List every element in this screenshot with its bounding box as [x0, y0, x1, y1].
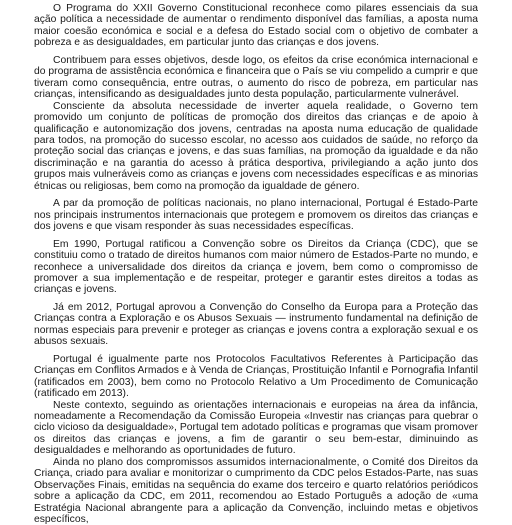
paragraph-government-program: O Programa do XXII Governo Constitucional reconhece como pilares essenciais da sua ação política a necessidade de aumentar o rendimento disponível das famílias, a aposta numa maior coesão económica e social e a defesa do Estado social com o objetivo de combater a pobreza e as desigualdades, em particular junto das crianças e dos jovens. — [34, 3, 478, 49]
paragraph-council-of-europe: Já em 2012, Portugal aprovou a Convenção do Conselho da Europa para a Proteção das Crianças contra a Exploração e os Abusos Sexuais — instrumento fundamental na definição de normas especiais para prevenir e proteger as crianças e jovens contra a exploração sexual e os abusos sexuais. — [34, 301, 478, 348]
paragraph-optional-protocols: Portugal é igualmente parte nos Protocolos Facultativos Referentes à Participação das Crianças em Conflitos Armados e à Venda de Crianças, Prostituição Infantil e Pornografia Infantil (ratificados em 2003), bem como no Protocolo Relativo a Um Procedimento de Comunicação (ratificado em 2013). — [34, 353, 478, 400]
paragraph-child-policies: Consciente da absoluta necessidade de inverter aquela realidade, o Governo tem promovido um conjunto de políticas de promoção dos direitos das crianças e de apoio à qualificação e autonomização dos jovens, centradas na aposta numa educação de qualidade para todos, na promoção do sucesso escolar, no acesso aos cuidados de saúde, no reforço da proteção social das crianças e jovens, e das suas famílias, na promoção da igualdade e da não discriminação e na garantia do acesso à prática desportiva, privilegiando a ação junto dos grupos mais vulneráveis como as crianças e jovens com necessidades específicas e as minorias étnicas ou religiosas, bem como na promoção da igualdade de género. — [34, 100, 478, 192]
paragraph-european-guidelines: Neste contexto, seguindo as orientações internacionais e europeias na área da infância, nomeadamente a Recomendação da Comissão Europeia «Investir nas crianças para quebrar o ciclo vicioso da desigualdade», Portugal tem adotado políticas e programas que visam promover os direitos das crianças e jovens, a fim de garantir o seu bem-estar, diminuindo as desigualdades e melhorando as oportunidades de futuro. — [34, 399, 478, 457]
paragraph-cdc-ratification: Em 1990, Portugal ratificou a Convenção sobre os Direitos da Criança (CDC), que se constituiu como o tratado de direitos humanos com maior número de Estados-Parte no mundo, e reconhece a universalidade dos direitos da criança e jovem, bem como o compromisso de promover a sua implementação e de respeitar, proteger e garantir estes direitos a todas as crianças e jovens. — [34, 238, 478, 296]
paragraph-committee-recommendation: Ainda no plano dos compromissos assumidos internacionalmente, o Comité dos Direitos da Criança, criado para avaliar e monitorizar o cumprimento da CDC pelos Estados-Parte, nas suas Observações Finais, emitidas na sequência do exame dos terceiro e quarto relatórios periódicos sobre a aplicação da CDC, em 2011, recomendou ao Estado Português a adoção de «uma Estratégia Nacional abrangente para a aplicação da Convenção, incluindo metas e objetivos específicos, — [34, 456, 478, 525]
paragraph-economic-crisis: Contribuem para esses objetivos, desde logo, os efeitos da crise económica internacional e do programa de assistência económica e financeira que o País se viu compelido a cumprir e que tiveram como consequência, entre outras, o aumento do risco de pobreza, em particular nas crianças, intensificando as desigualdades junto desta população, particularmente vulnerável. — [34, 54, 478, 101]
paragraph-international-instruments: A par da promoção de políticas nacionais, no plano internacional, Portugal é Estado-Parte nos principais instrumentos internacionais que protegem e promovem os direitos das crianças e dos jovens e que visam responder às suas necessidades específicas. — [34, 198, 478, 233]
